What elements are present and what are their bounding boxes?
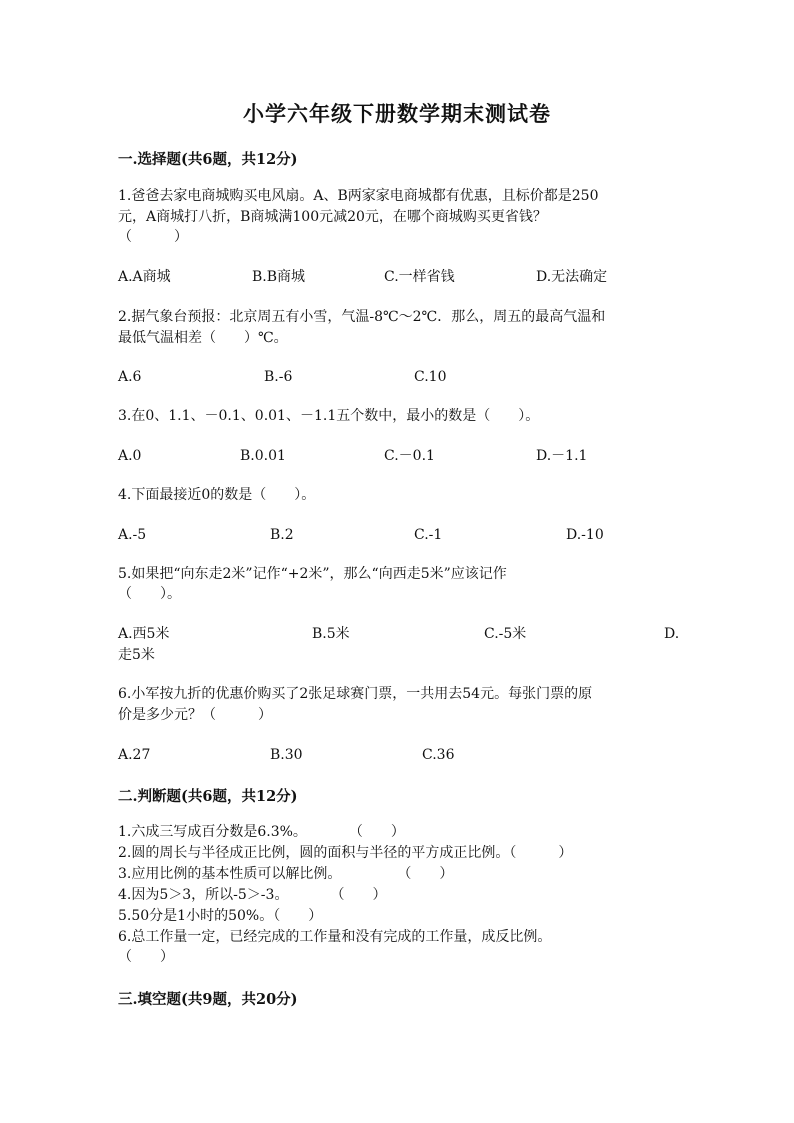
- question-5-option-d-text: 走5米: [118, 647, 155, 663]
- question-2-option-a: A.6: [118, 369, 142, 385]
- question-4-option-b: B.2: [270, 527, 294, 543]
- question-3-option-c: C.－0.1: [384, 448, 435, 464]
- question-5-option-a: A.西5米: [118, 626, 170, 642]
- section-heading-fill: 三.填空题(共9题，共20分): [118, 991, 298, 1008]
- question-1-option-a: A.A商城: [118, 269, 171, 285]
- question-4-option-c: C.-1: [414, 527, 443, 543]
- judge-item-4: 4.因为5＞3，所以-5＞-3。 （ ）: [118, 887, 387, 903]
- question-6-option-a: A.27: [118, 747, 151, 763]
- question-5-line-1: 5.如果把“向东走2米”记作“+2米”，那么“向西走5米”应该记作: [118, 566, 507, 582]
- section-heading-choice: 一.选择题(共6题，共12分): [118, 151, 298, 168]
- question-5-blank: （ ）。: [118, 586, 181, 602]
- question-5-option-d-prefix: D.: [664, 626, 680, 642]
- question-4-option-d: D.-10: [566, 527, 604, 543]
- question-1-blank: （ ）: [118, 229, 188, 245]
- question-4-option-a: A.-5: [118, 527, 147, 543]
- question-3-option-a: A.0: [118, 448, 142, 464]
- question-6-option-c: C.36: [422, 747, 455, 763]
- question-5-option-b: B.5米: [312, 626, 350, 642]
- question-1-option-d: D.无法确定: [536, 269, 608, 285]
- judge-item-6-blank: （ ）: [118, 949, 174, 965]
- judge-item-1: 1.六成三写成百分数是6.3%。 （ ）: [118, 824, 405, 840]
- question-1-line-2: 元，A商城打八折，B商城满100元减20元，在哪个商城购买更省钱？: [118, 209, 547, 225]
- question-1-line-1: 1.爸爸去家电商城购买电风扇。A、B两家家电商城都有优惠，且标价都是250: [118, 188, 599, 204]
- section-heading-judge: 二.判断题(共6题，共12分): [118, 788, 298, 805]
- judge-item-2: 2.圆的周长与半径成正比例，圆的面积与半径的平方成正比例。（ ）: [118, 845, 573, 861]
- question-3-option-d: D.－1.1: [536, 448, 588, 464]
- question-4-line-1: 4.下面最接近0的数是（ ）。: [118, 487, 316, 503]
- question-2-option-b: B.-6: [264, 369, 293, 385]
- question-2-line-2: 最低气温相差（ ）℃。: [118, 330, 288, 346]
- question-6-line-2: 价是多少元？（ ）: [118, 707, 272, 723]
- page-title: 小学六年级下册数学期末测试卷: [243, 101, 551, 126]
- question-6-option-b: B.30: [270, 747, 303, 763]
- judge-item-3: 3.应用比例的基本性质可以解比例。 （ ）: [118, 866, 454, 882]
- question-1-option-b: B.B商城: [252, 269, 306, 285]
- question-5-option-c: C.-5米: [484, 626, 527, 642]
- question-6-line-1: 6.小军按九折的优惠价购买了2张足球赛门票，一共用去54元。每张门票的原: [118, 686, 593, 702]
- question-2-line-1: 2.据气象台预报：北京周五有小雪，气温-8℃～2℃．那么，周五的最高气温和: [118, 309, 606, 325]
- question-3-line-1: 3.在0、1.1、－0.1、0.01、－1.1五个数中，最小的数是（ ）。: [118, 408, 540, 424]
- judge-item-6: 6.总工作量一定，已经完成的工作量和没有完成的工作量，成反比例。: [118, 929, 552, 945]
- question-3-option-b: B.0.01: [240, 448, 286, 464]
- question-1-option-c: C.一样省钱: [384, 269, 455, 285]
- question-2-option-c: C.10: [414, 369, 447, 385]
- judge-item-5: 5.50分是1小时的50%。（ ）: [118, 908, 323, 924]
